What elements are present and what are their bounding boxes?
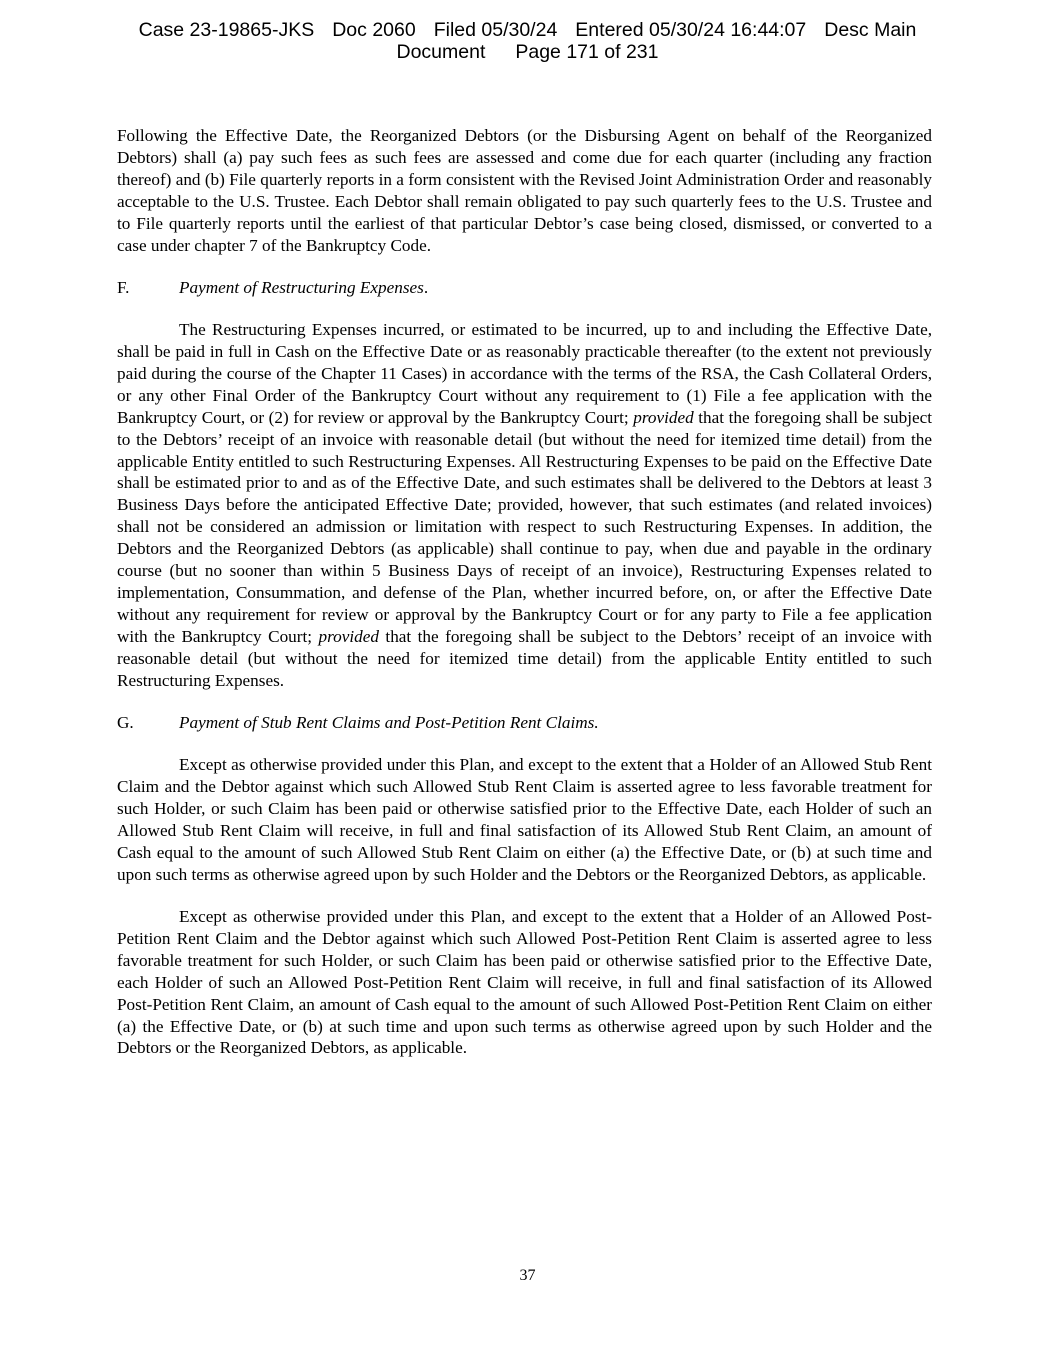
document-body: [117, 125, 932, 1080]
case-number: Case 23-19865-JKS: [138, 19, 315, 41]
paragraph-quarterly-fees: Following the Effective Date, the Reorganized Debtors (or the Disbursing Agent on behalf of the Reorganized Debtors) shall (a) pay such fees as such fees are assessed and come due for each quarter (including any fraction thereof) and (b) File quarterly reports in a form consistent with the Revised Joint Administration Order and reasonably acceptable to the U.S. Trustee. Each Debtor shall remain obligated to pay such quarterly fees to the U.S. Trustee and to File quarterly reports until the earliest of that particular Debtor’s case being closed, dismissed, or converted to a case under chapter 7 of the Bankruptcy Code.: [117, 126, 932, 255]
text-run: that the foregoing shall be subject to the Debtors’ receipt of an invoice with reasonable detail (but without the need for itemized time detail) from the applicable Entity entitled to such Restructuring Expenses.: [117, 626, 932, 690]
filed-date: Filed 05/30/24: [433, 19, 558, 41]
provided-emphasis: provided: [633, 407, 694, 427]
section-title-punct: .: [423, 277, 429, 297]
paragraph-stub-rent: Except as otherwise provided under this Plan, and except to the extent that a Holder of an Allowed Stub Rent Claim and the Debtor against which such Allowed Stub Rent Claim is asserted agree to less favorable treatment for such Holder, or such Claim has been paid or otherwise satisfied prior to the Effective Date, each Holder of such an Allowed Stub Rent Claim will receive, in full and final satisfaction of its Allowed Stub Rent Claim, an amount of Cash equal to the amount of such Allowed Stub Rent Claim on either (a) the Effective Date, or (b) at such time and upon such terms as otherwise agreed upon by such Holder and the Debtors or the Reorganized Debtors, as applicable.: [117, 755, 932, 884]
text-run: The Restructuring Expenses incurred, or estimated to be incurred, up to and including the Effective Date, shall be paid in full in Cash on the Effective Date or as reasonably practicable thereafter (to the extent not previously paid during the course of the Chapter 11 Cases) in accordance with the terms of the RSA, the Cash Collateral Orders, or any other Final Order of the Bankruptcy Court without any requirement to (1) File a fee application with the Bankruptcy Court, or (2) for review or approval by the Bankruptcy Court;: [117, 320, 932, 427]
doc-number: Doc 2060: [332, 19, 416, 41]
section-heading-g: [117, 712, 932, 734]
text-run: that the foregoing shall be subject to the Debtors’ receipt of an invoice with reasonable detail (but without the need for itemized time detail) from the applicable Entity entitled to such Restructuring Expenses. All Restructuring Expenses to be paid on the Effective Date shall be estimated prior to and as of the Effective Date, and such estimates shall be delivered to the Debtors at least 3 Business Days before the anticipated Effective Date; provided, however, that such estimates (and related invoices) shall not be considered an admission or limitation with respect to such Restructuring Expenses. In addition, the Debtors and the Reorganized Debtors (as applicable) shall continue to pay, when due and payable in the ordinary course (but no sooner than within 5 Business Days of receipt of an invoice), Restructuring Expenses related to implementation, Consummation, and defense of the Plan, whether incurred before, on, or after the Effective Date without any requirement for review or approval by the Bankruptcy Court or for any party to File a fee application with the Bankruptcy Court;: [117, 407, 932, 646]
section-title: Payment of Stub Rent Claims and Post-Petition Rent Claims.: [179, 712, 599, 732]
section-letter: F.: [117, 277, 130, 297]
desc-label: Desc Main: [824, 19, 917, 41]
page-number: 37: [519, 1267, 536, 1284]
section-title: Payment of Restructuring Expenses: [179, 277, 424, 297]
entered-date: Entered 05/30/24 16:44:07: [575, 19, 807, 41]
header-line-2: [0, 41, 1055, 63]
section-letter: G.: [117, 712, 134, 732]
page-count: Page 171 of 231: [515, 41, 659, 63]
paragraph-post-petition-rent: Except as otherwise provided under this Plan, and except to the extent that a Holder of an Allowed Post-Petition Rent Claim and the Debtor against which such Allowed Post-Petition Rent Claim is asserted agree to less favorable treatment for such Holder, or such Claim has been paid or otherwise satisfied prior to the Effective Date, each Holder of such an Allowed Post-Petition Rent Claim will receive, in full and final satisfaction of its Allowed Post-Petition Rent Claim, an amount of Cash equal to the amount of such Allowed Post-Petition Rent Claim on either (a) the Effective Date, or (b) at such time and upon such terms as otherwise agreed upon by such Holder and the Debtors or the Reorganized Debtors, as applicable.: [117, 907, 932, 1058]
document-label: Document: [396, 41, 486, 63]
provided-emphasis: provided: [318, 626, 379, 646]
header-line-1: [0, 19, 1055, 41]
court-filing-header: [0, 19, 1055, 63]
paragraph-restructuring-expenses: [117, 319, 932, 691]
section-heading-f: [117, 277, 932, 299]
